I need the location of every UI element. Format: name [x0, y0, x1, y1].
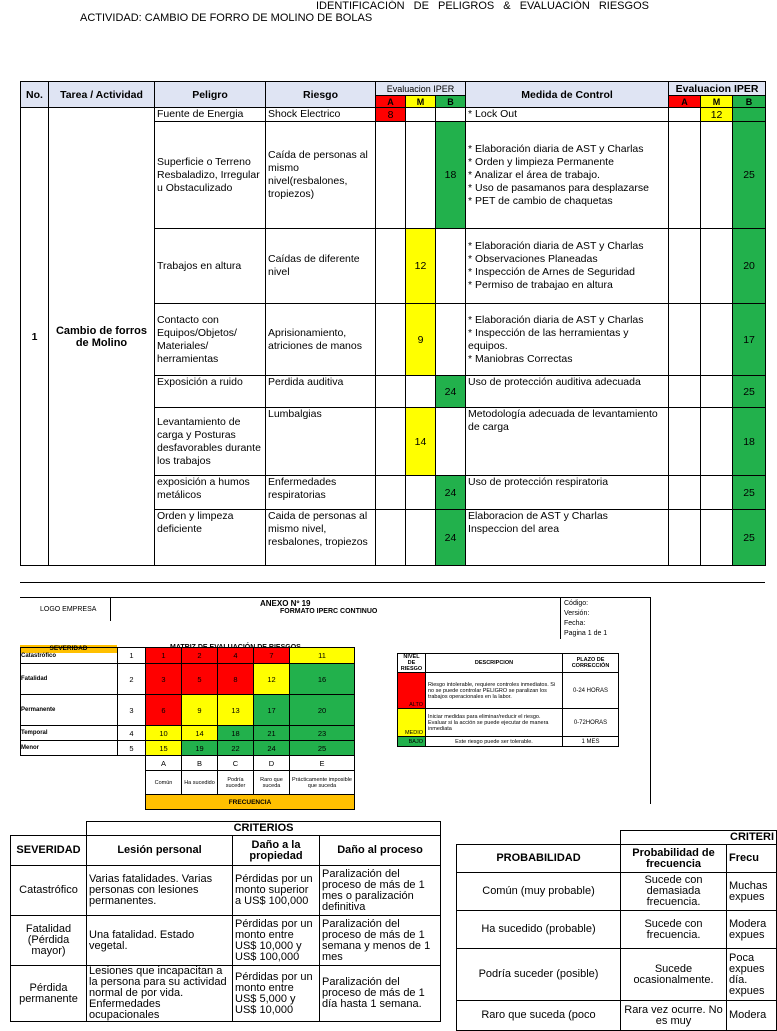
score-b2: 25	[733, 376, 766, 408]
prob-cell: Común (muy probable)	[457, 873, 621, 911]
severity-name: Permanente	[21, 695, 118, 726]
score-b2: 18	[733, 408, 766, 476]
control: Uso de protección auditiva adecuada	[466, 376, 669, 408]
risk: Caida de personas al mismo nivel, resbalones, tropiezos	[266, 510, 376, 566]
score-m: 14	[406, 408, 436, 476]
control: Metodología adecuada de levantamiento de carga	[466, 408, 669, 476]
matrix-cell: 8	[218, 664, 254, 695]
control: * Elaboración diaria de AST y Charlas * Orden y limpieza Permanente * Analizar el área de trabajo. * Uso de pasamanos para desplazarse * PET de cambio de chaquetas	[466, 122, 669, 229]
matrix-cell: 10	[146, 726, 182, 741]
severity-label: SEVERIDAD	[20, 645, 117, 653]
col-iper1: Evaluacion IPER	[376, 82, 466, 96]
document-title: IDENTIFICACIÓN DE PELIGROS & EVALUACIÓN RIESGOS	[316, 0, 649, 12]
freq-name: Prácticamente imposible que suceda	[290, 771, 355, 795]
prob-cell: Sucede ocasionalmente.	[621, 949, 727, 1001]
matrix-cell: 13	[218, 695, 254, 726]
severity-name: Menor	[21, 741, 118, 756]
matrix-cell: 3	[146, 664, 182, 695]
level-plazo: 0-72HORAS	[563, 709, 619, 737]
criteria-cell: Paralización del proceso de más de 1 mes o paralización definitiva	[320, 866, 441, 916]
severity-n: 5	[118, 741, 146, 756]
anexo-form	[20, 597, 650, 806]
matrix-cell: 20	[290, 695, 355, 726]
criteria-head: Daño al proceso	[320, 836, 441, 866]
severity-name: Fatalidad	[21, 664, 118, 695]
matrix-cell: 14	[182, 726, 218, 741]
prob-cell: Modera	[727, 1001, 777, 1031]
control: Uso de protección respiratoria	[466, 476, 669, 510]
table-row	[457, 873, 777, 911]
table-row	[457, 949, 777, 1001]
iper-table	[20, 81, 766, 566]
criteria-cell: Pérdida permanente	[11, 966, 87, 1022]
criteria-cell: Pérdidas por un monto entre US$ 5,000 y US$ 10,000	[233, 966, 320, 1022]
criteria-cell: Lesiones que incapacitan a la persona para su actividad normal de por vida. Enfermedades ocupacionales	[87, 966, 233, 1022]
level-plazo: 1 MES	[563, 737, 619, 747]
prob-cell: Ha sucedido (probable)	[457, 911, 621, 949]
score-m: 12	[406, 229, 436, 304]
score-b2: 20	[733, 229, 766, 304]
meta-date: Fecha:	[564, 620, 586, 627]
col-risk: Riesgo	[266, 82, 376, 108]
table-row	[21, 108, 766, 122]
risk: Caída de personas al mismo nivel(resbalones, tropiezos)	[266, 122, 376, 229]
severity-n: 3	[118, 695, 146, 726]
col-a2: A	[669, 96, 701, 108]
logo-placeholder: LOGO EMPRESA	[40, 606, 97, 613]
anexo-subtitle: FORMATO IPERC CONTINUO	[280, 608, 378, 615]
severity-n: 4	[118, 726, 146, 741]
level-name: MEDIO	[398, 709, 426, 737]
score-b: 18	[436, 122, 466, 229]
col-b2: B	[733, 96, 766, 108]
col-task: Tarea / Actividad	[49, 82, 155, 108]
task-name: Cambio de forros de Molino	[49, 108, 155, 566]
criteria-cell: Pérdidas por un monto superior a US$ 100,000	[233, 866, 320, 916]
probability-table	[456, 830, 777, 1031]
severity-n: 2	[118, 664, 146, 695]
levels-head: PLAZO DE CORRECCIÓN	[563, 654, 619, 673]
matrix-cell: 15	[146, 741, 182, 756]
matrix-cell: 6	[146, 695, 182, 726]
control: * Lock Out	[466, 108, 669, 122]
table-row	[457, 1001, 777, 1031]
matrix-cell: 4	[218, 648, 254, 664]
score-b2: 17	[733, 304, 766, 376]
prob-cell: Muchas expues	[727, 873, 777, 911]
prob-cell: Raro que suceda (poco	[457, 1001, 621, 1031]
frequency-label: FRECUENCIA	[146, 795, 355, 810]
matrix-cell: 19	[182, 741, 218, 756]
score-m	[406, 108, 436, 122]
hazard: Exposición a ruido	[155, 376, 266, 408]
freq-name: Común	[146, 771, 182, 795]
prob-cell: Modera expues	[727, 911, 777, 949]
matrix-cell: 11	[290, 648, 355, 664]
control: * Elaboración diaria de AST y Charlas * Observaciones Planeadas * Inspección de Arnes de Seguridad * Permiso de trabajao en altura	[466, 229, 669, 304]
levels-head: NIVEL DE RIESGO	[398, 654, 426, 673]
score-b: 24	[436, 476, 466, 510]
table-row	[457, 911, 777, 949]
prob-cell: Rara vez ocurre. No es muy	[621, 1001, 727, 1031]
matrix-cell: 25	[290, 741, 355, 756]
severity-name: Temporal	[21, 726, 118, 741]
col-control: Medida de Control	[466, 82, 669, 108]
level-name: ALTO	[398, 673, 426, 709]
criteria-cell: Fatalidad (Pérdida mayor)	[11, 916, 87, 966]
freq-letter: D	[254, 756, 290, 771]
criteria-cell: Catastrófico	[11, 866, 87, 916]
criteria-head: SEVERIDAD	[11, 836, 87, 866]
prob-head: Probabilidad de frecuencia	[621, 845, 727, 873]
freq-name: Raro que suceda	[254, 771, 290, 795]
score-m: 9	[406, 304, 436, 376]
score-a2	[669, 108, 701, 122]
hazard: Levantamiento de carga y Posturas desfavorables durante los trabajos	[155, 408, 266, 476]
score-b2	[733, 108, 766, 122]
score-a: 8	[376, 108, 406, 122]
criteria-cell: Paralización del proceso de más de 1 día hasta 1 semana.	[320, 966, 441, 1022]
risk: Lumbalgias	[266, 408, 376, 476]
severity-name: Catastrófico	[21, 648, 118, 664]
levels-head: DESCRIPCION	[426, 654, 563, 673]
level-desc: Iniciar medidas para eliminar/reducir el riesgo. Evaluar si la acción se puede ejecutar de manera inmediata	[426, 709, 563, 737]
hazard: Contacto con Equipos/Objetos/ Materiales/ herramientas	[155, 304, 266, 376]
risk: Caídas de diferente nivel	[266, 229, 376, 304]
freq-name: Podría suceder	[218, 771, 254, 795]
freq-letter: C	[218, 756, 254, 771]
score-b2: 25	[733, 122, 766, 229]
col-m: M	[406, 96, 436, 108]
matrix-cell: 21	[254, 726, 290, 741]
matrix-cell: 7	[254, 648, 290, 664]
table-bottom-rule	[20, 582, 765, 583]
meta-page: Pagina 1 de 1	[564, 630, 608, 637]
matrix-cell: 12	[254, 664, 290, 695]
freq-letter: A	[146, 756, 182, 771]
freq-letter: B	[182, 756, 218, 771]
risk: Shock Electrico	[266, 108, 376, 122]
col-a: A	[376, 96, 406, 108]
control: Elaboracion de AST y Charlas Inspeccion del area	[466, 510, 669, 566]
matrix-cell: 18	[218, 726, 254, 741]
matrix-cell: 23	[290, 726, 355, 741]
score-b2: 25	[733, 510, 766, 566]
criteria-head: Daño a la propiedad	[233, 836, 320, 866]
risk: Aprisionamiento, atriciones de manos	[266, 304, 376, 376]
matrix-cell: 1	[146, 648, 182, 664]
criteria-cell: Paralización del proceso de más de 1 semana y menos de 1 mes	[320, 916, 441, 966]
score-m2: 12	[701, 108, 733, 122]
anexo-meta	[564, 599, 607, 639]
col-iper2: Evaluacion IPER	[669, 82, 766, 96]
score-b2: 25	[733, 476, 766, 510]
criteria-cell: Una fatalidad. Estado vegetal.	[87, 916, 233, 966]
prob-cell: Sucede con demasiada frecuencia.	[621, 873, 727, 911]
col-m2: M	[701, 96, 733, 108]
criteria-head: Lesión personal	[87, 836, 233, 866]
matrix-cell: 17	[254, 695, 290, 726]
activity-title: ACTIVIDAD: CAMBIO DE FORRO DE MOLINO DE BOLAS	[80, 12, 373, 24]
control: * Elaboración diaria de AST y Charlas * Inspección de las herramientas y equipos. * Maniobras Correctas	[466, 304, 669, 376]
level-desc: Este riesgo puede ser tolerable.	[426, 737, 563, 747]
prob-title: CRITERI	[621, 831, 777, 845]
prob-head: PROBABILIDAD	[457, 845, 621, 873]
table-row	[11, 966, 441, 1022]
matrix-cell: 5	[182, 664, 218, 695]
criteria-cell: Pérdidas por un monto entre US$ 10,000 y US$ 100,000	[233, 916, 320, 966]
score-b: 24	[436, 376, 466, 408]
risk: Enfermedades respiratorias	[266, 476, 376, 510]
hazard: Fuente de Energia	[155, 108, 266, 122]
table-row	[11, 916, 441, 966]
col-hazard: Peligro	[155, 82, 266, 108]
freq-letter: E	[290, 756, 355, 771]
score-b: 24	[436, 510, 466, 566]
matrix-cell: 24	[254, 741, 290, 756]
matrix-cell: 2	[182, 648, 218, 664]
score-b	[436, 108, 466, 122]
prob-cell: Poca expues día. expues	[727, 949, 777, 1001]
freq-name: Ha sucedido	[182, 771, 218, 795]
matrix-cell: 22	[218, 741, 254, 756]
level-plazo: 0-24 HORAS	[563, 673, 619, 709]
severity-n: 1	[118, 648, 146, 664]
matrix-cell: 16	[290, 664, 355, 695]
prob-cell: Podría suceder (posible)	[457, 949, 621, 1001]
table-row	[11, 866, 441, 916]
criteria-cell: Varias fatalidades. Varias personas con lesiones permanentes.	[87, 866, 233, 916]
risk-matrix	[20, 647, 355, 810]
col-no: No.	[21, 82, 49, 108]
matrix-cell: 9	[182, 695, 218, 726]
prob-cell: Sucede con frecuencia.	[621, 911, 727, 949]
hazard: exposición a humos metálicos	[155, 476, 266, 510]
hazard: Orden y limpeza deficiente	[155, 510, 266, 566]
prob-head: Frecu	[727, 845, 777, 873]
criteria-table	[10, 821, 441, 1022]
level-desc: Riesgo intolerable, requiere controles inmediatos. Si no se puede controlar PELIGRO se paralizan los trabajos operacionales en la labor.	[426, 673, 563, 709]
anexo-title: ANEXO Nº 19	[260, 599, 311, 608]
criteria-title: CRITERIOS	[87, 822, 441, 836]
risk-levels	[397, 653, 619, 747]
col-b: B	[436, 96, 466, 108]
level-name: BAJO	[398, 737, 426, 747]
hazard: Trabajos en altura	[155, 229, 266, 304]
hazard: Superficie o Terreno Resbaladizo, Irregular u Obstaculizado	[155, 122, 266, 229]
risk: Perdida auditiva	[266, 376, 376, 408]
row-number: 1	[21, 108, 49, 566]
meta-code: Código:	[564, 600, 589, 607]
meta-version: Versión:	[564, 610, 590, 617]
